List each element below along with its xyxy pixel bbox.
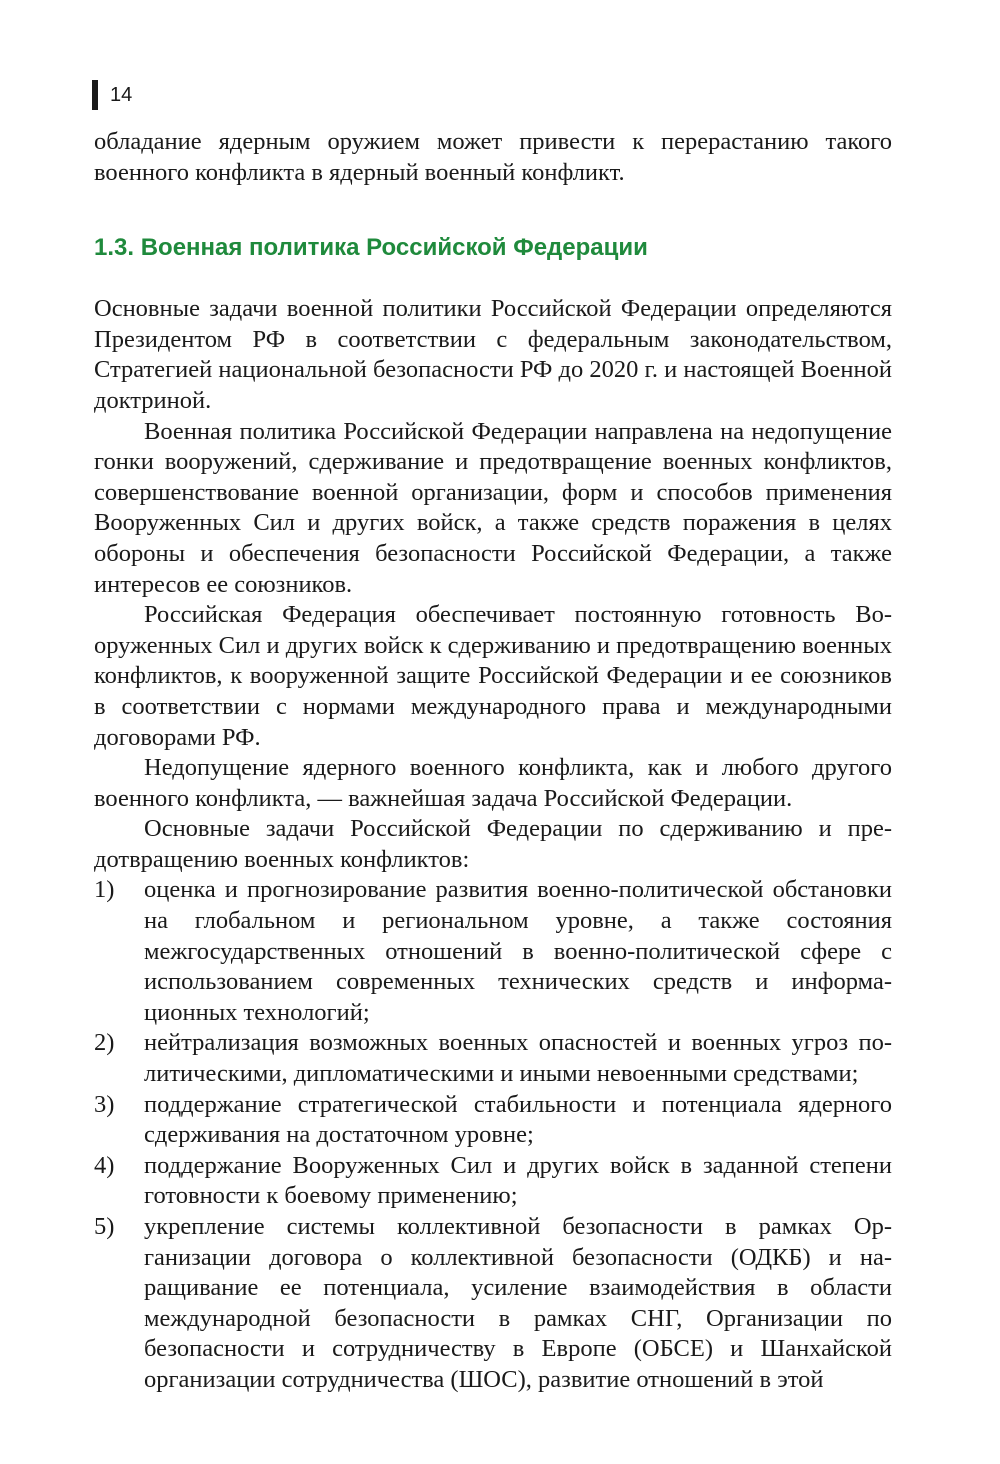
list-item-number: 1) <box>94 876 115 904</box>
list-item-number: 2) <box>94 1029 115 1057</box>
body-paragraph: Основные задачи военной политики Российской Федерации определяются Президентом РФ в соответствии с федеральным законодательством, Стратегией национальной безопасности РФ до 2020 г. и настоящей Военной доктриной. <box>94 295 892 414</box>
body-paragraph: Военная политика Российской Федерации направлена на недопущение гонки вооружений, сдерживание и предотвращение военных конфликтов, совершенствование военной организации, форм и способов применения Вооруженных Сил и других войск, а также средств поражения в целях обороны и обеспечения безопасности Российской Федерации, а также интересов ее союзников. <box>94 417 892 598</box>
list-item-text: поддержание стратегической стабильности и потенциала ядерного сдерживания на достаточном уровне; <box>144 1090 892 1149</box>
intro-paragraph: обладание ядерным оружием может привести к перерастанию такого военного конфликта в ядерный военный конфликт. <box>94 128 892 186</box>
list-item-number: 3) <box>94 1090 115 1118</box>
page-marker-bar <box>92 80 98 110</box>
list-item-text: укрепление системы коллективной безопасности в рамках Организации договора о коллективной безопасности (ОДКБ) и наращивание ее потенциала, усиление взаимодействия в области международной безопасности в рамках СНГ, Организации по безопасности и сотрудничеству в Европе (ОБСЕ) и Шанхайской организации сотрудничества (ШОС), развитие отношений в этой <box>144 1213 892 1393</box>
list-item <box>94 1212 892 1396</box>
page-header <box>92 78 132 112</box>
list-item-number: 4) <box>94 1151 115 1179</box>
list-item <box>94 1151 892 1212</box>
tasks-list <box>94 875 892 1395</box>
list-item <box>94 1090 892 1151</box>
list-item <box>94 875 892 1028</box>
page-number: 14 <box>110 83 133 106</box>
body-paragraph: Основные задачи Российской Федерации по сдерживанию и предотвращению военных конфликтов: <box>94 815 892 873</box>
section-heading: 1.3. Военная политика Российской Федерации <box>94 234 648 262</box>
page-content <box>94 127 892 1396</box>
list-item-text: нейтрализация возможных военных опасностей и военных угроз политическими, дипломатическими и иными невоенными средствами; <box>144 1029 892 1088</box>
body-paragraph: Недопущение ядерного военного конфликта, как и любого другого военного конфликта, — важнейшая задача Российской Федерации. <box>94 754 892 812</box>
body-paragraph: Российская Федерация обеспечивает постоянную готовность Вооруженных Сил и других войск к сдерживанию и предотвращению военных конфликтов, к вооруженной защите Российской Федерации и ее союзников в соответствии с нормами международного права и международными договорами РФ. <box>94 601 892 751</box>
list-item-text: поддержание Вооруженных Сил и других войск в заданной степени готовности к боевому применению; <box>144 1151 892 1210</box>
list-item <box>94 1028 892 1089</box>
list-item-number: 5) <box>94 1213 115 1240</box>
list-item-text: оценка и прогнозирование развития военно-политической обстановки на глобальном и региональном уровне, а также состояния межгосударственных отношений в военно-политической сфере с использованием современных технических средств и информационных технологий; <box>144 876 892 1026</box>
